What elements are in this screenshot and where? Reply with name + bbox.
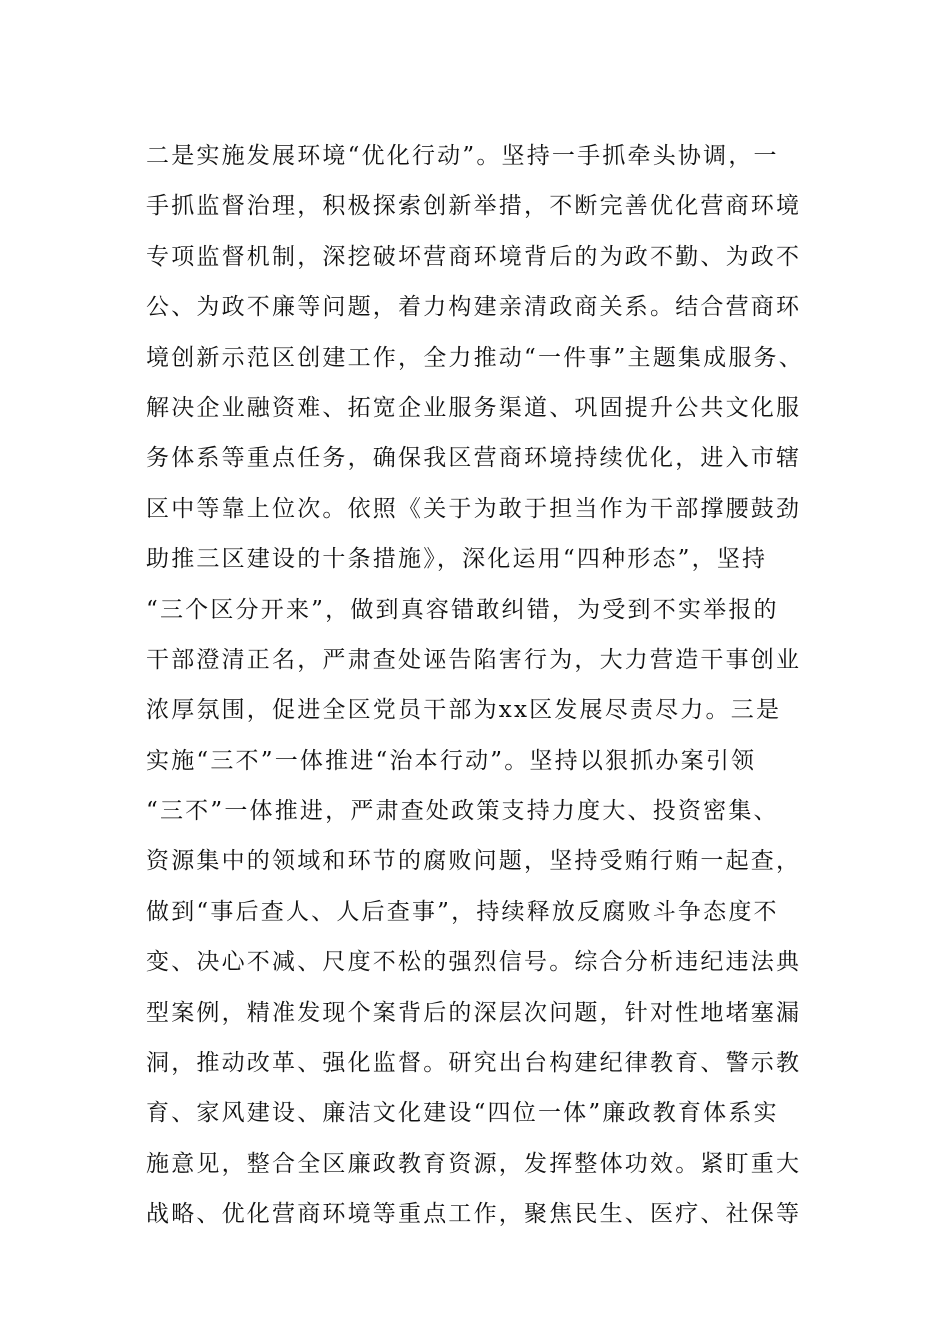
text-line: 施意见，整合全区廉政教育资源，发挥整体功效。紧盯重大: [146, 1150, 802, 1177]
text-line: 洞，推动改革、强化监督。研究出台构建纪律教育、警示教: [146, 1050, 802, 1077]
text-line: 实施“三不”一体推进“治本行动”。坚持以狠抓办案引领: [146, 747, 757, 774]
text-line: “三个区分开来”，做到真容错敢纠错，为受到不实举报的: [146, 596, 779, 623]
text-line: 手抓监督治理，积极探索创新举措，不断完善优化营商环境: [146, 193, 802, 220]
text-line: 专项监督机制，深挖破坏营商环境背后的为政不勤、为政不: [146, 243, 802, 270]
text-line: 解决企业融资难、拓宽企业服务渠道、巩固提升公共文化服: [146, 394, 802, 421]
text-line: 务体系等重点任务，确保我区营商环境持续优化，进入市辖: [146, 445, 802, 472]
text-line: 境创新示范区创建工作，全力推动“一件事”主题集成服务、: [146, 344, 804, 371]
text-line: “三不”一体推进，严肃查处政策支持力度大、投资密集、: [146, 798, 779, 825]
text-line: 二是实施发展环境“优化行动”。坚持一手抓牵头协调，一: [146, 143, 779, 169]
text-line: 型案例，精准发现个案背后的深层次问题，针对性地堵塞漏: [146, 999, 802, 1026]
text-line: 区中等靠上位次。依照《关于为敢于担当作为干部撑腰鼓劲: [146, 495, 802, 522]
body-text: [146, 131, 816, 1240]
text-line: 育、家风建设、廉洁文化建设“四位一体”廉政教育体系实: [146, 1100, 779, 1127]
text-line: 公、为政不廉等问题，着力构建亲清政商关系。结合营商环: [146, 294, 802, 321]
text-line: 战略、优化营商环境等重点工作，聚焦民生、医疗、社保等: [146, 1201, 802, 1228]
text-line: 浓厚氛围，促进全区党员干部为xx区发展尽责尽力。三是: [146, 697, 782, 724]
text-line: 做到“事后查人、人后查事”，持续释放反腐败斗争态度不: [146, 898, 779, 925]
text-line: 助推三区建设的十条措施》，深化运用“四种形态”，坚持: [146, 546, 768, 573]
text-line: 干部澄清正名，严肃查处诬告陷害行为，大力营造干事创业: [146, 646, 802, 673]
text-line: 变、决心不减、尺度不松的强烈信号。综合分析违纪违法典: [146, 949, 802, 976]
text-line: 资源集中的领域和环节的腐败问题，坚持受贿行贿一起查，: [146, 848, 802, 875]
